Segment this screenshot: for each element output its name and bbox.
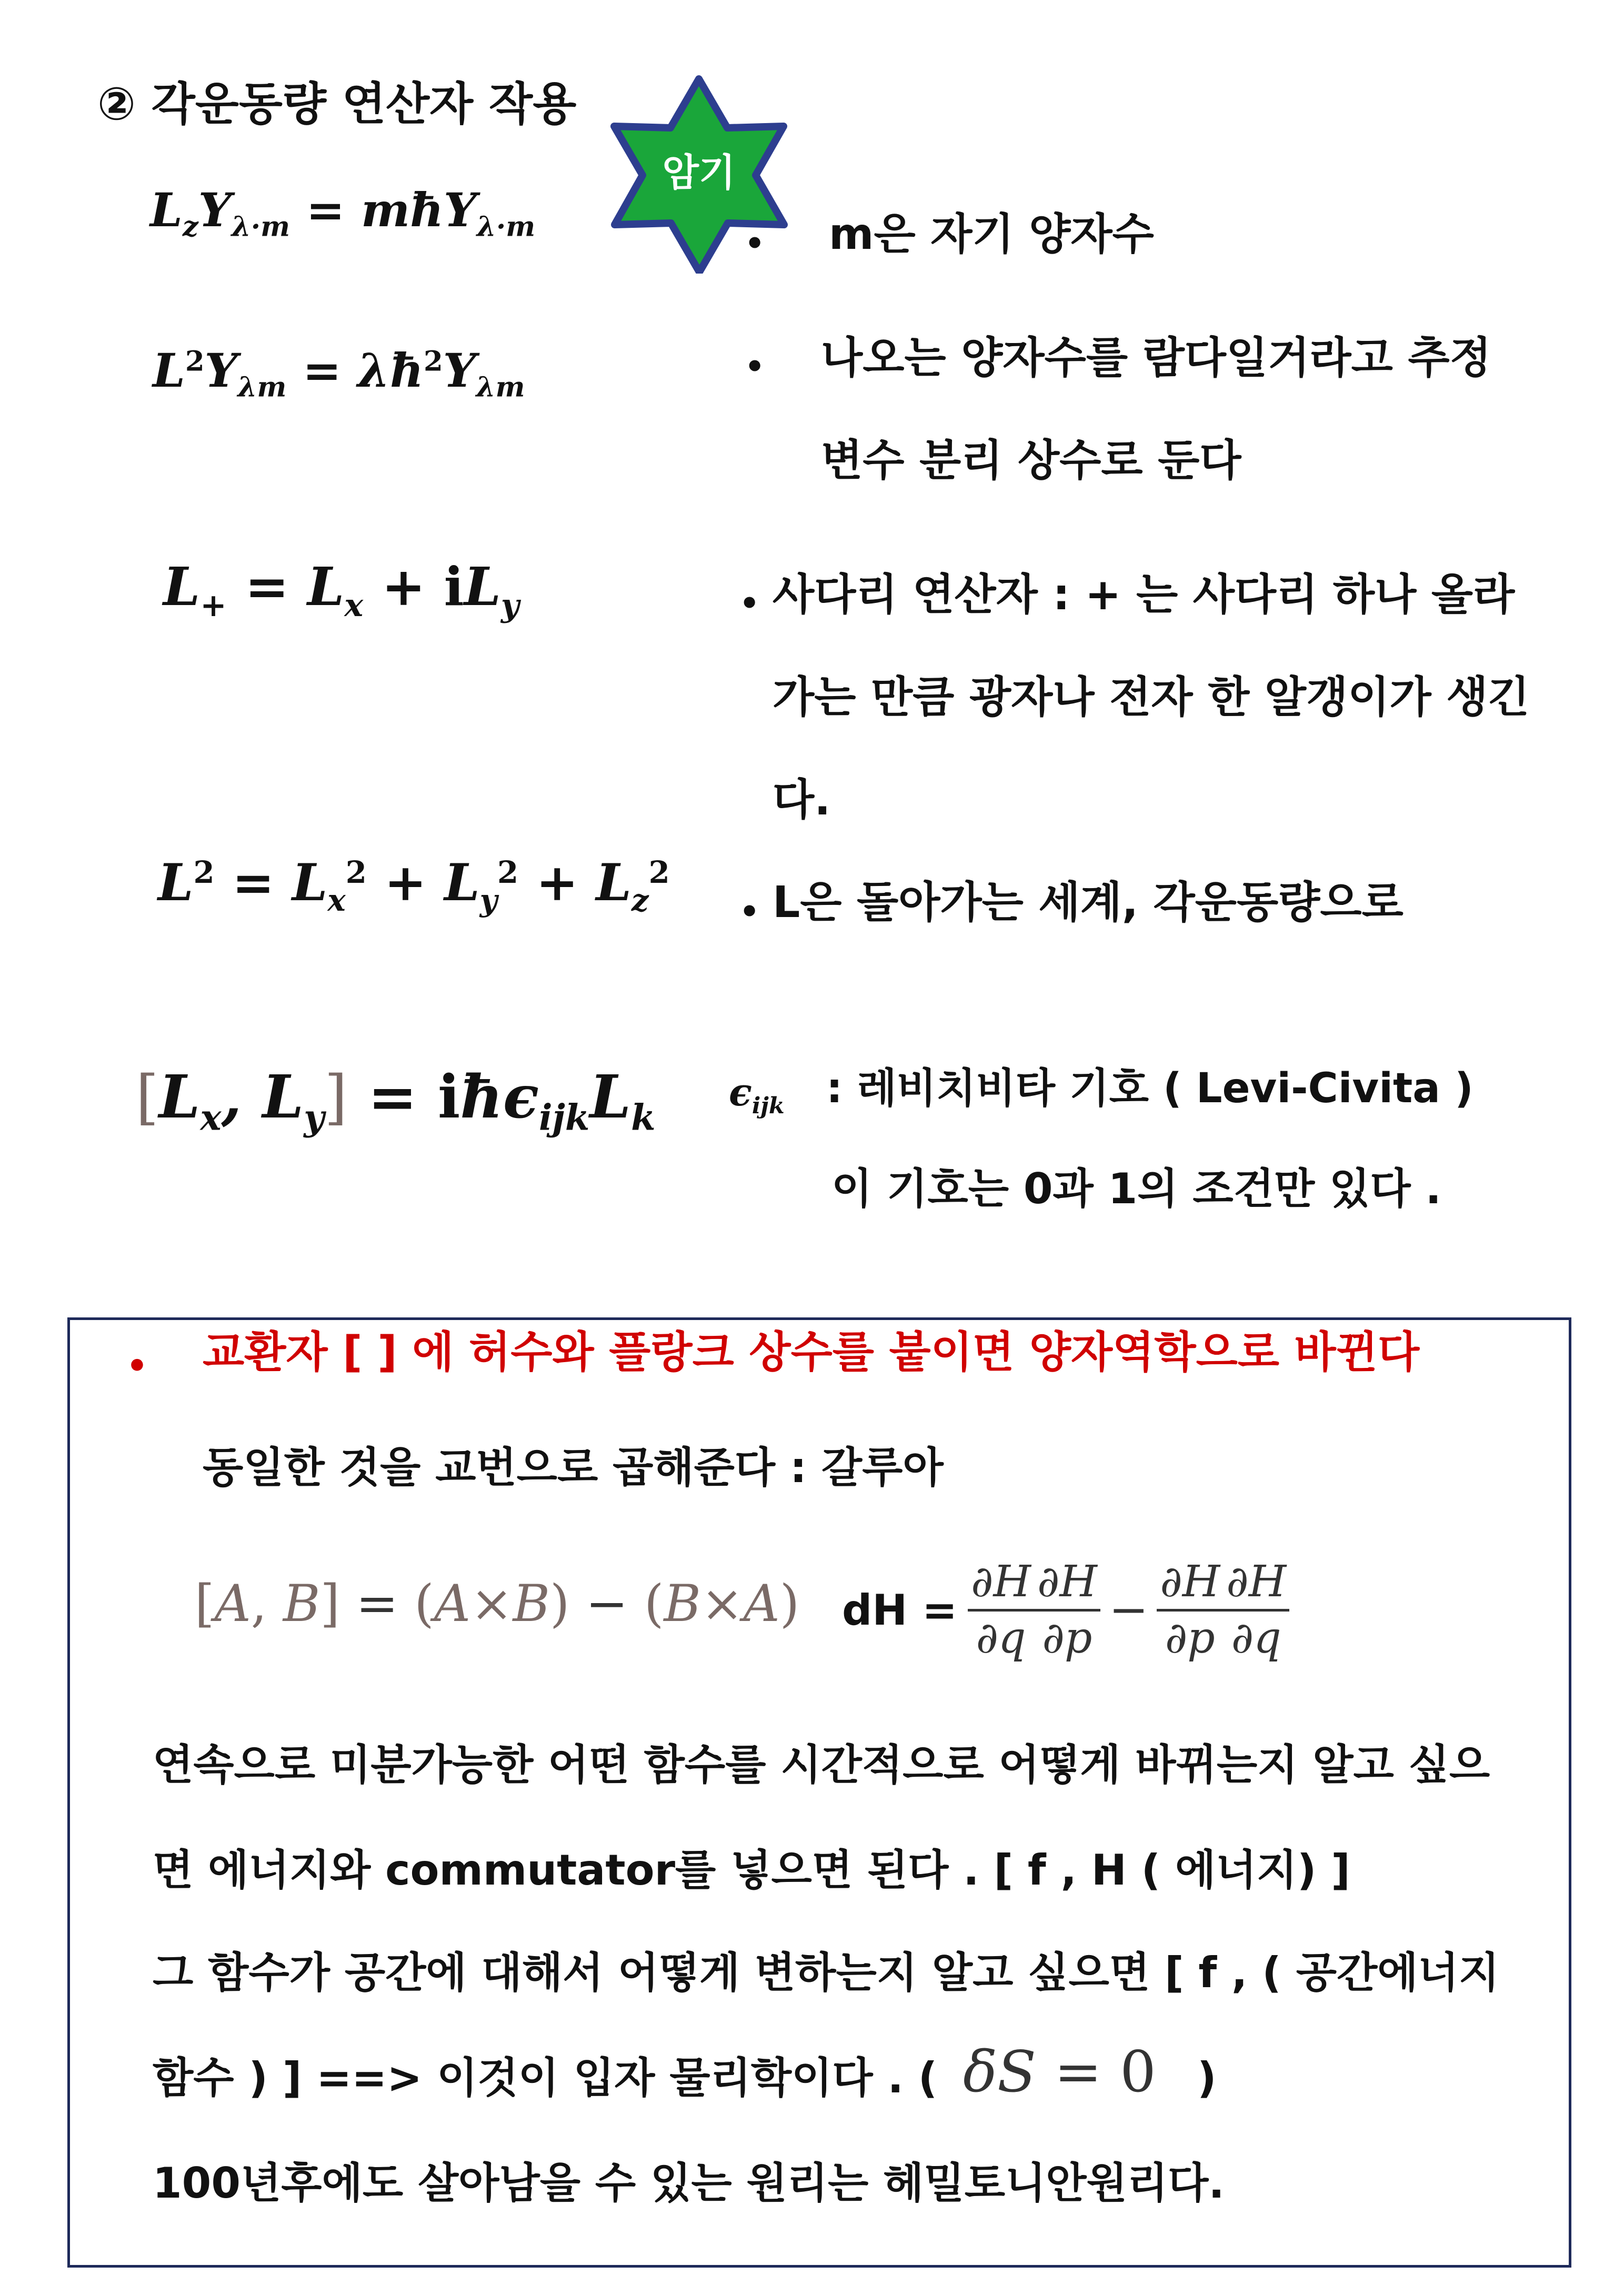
frac-dh-dp: $\frac{\partial H}{\partial p}$ <box>1034 1560 1100 1660</box>
star-label: 암기 <box>662 150 736 195</box>
commutator-red-note: 교환자 [ ] 에 허수와 플랑크 상수를 붙이면 양자역학으로 바뀐다 <box>203 1327 1420 1377</box>
frac-dh-dq-2: $\frac{\partial H}{\partial q}$ <box>1223 1560 1289 1660</box>
paragraph2-close-paren: ) <box>1197 2053 1217 2102</box>
note-lambda-line1: 나오는 양자수를 람다일거라고 추정 <box>821 333 1491 383</box>
note-angular-momentum: L은 돌아가는 세계, 각운동량으로 <box>773 878 1404 928</box>
paragraph1-line1: 연속으로 미분가능한 어떤 함수를 시간적으로 어떻게 바뀌는지 알고 싶으 <box>153 1740 1490 1789</box>
eq-ab-commutator: [A, B] = (A×B) − (B×A) <box>195 1574 800 1633</box>
galois-note: 동일한 것을 교번으로 곱해준다 : 갈루아 <box>203 1443 944 1492</box>
bullet: • <box>745 225 765 262</box>
note-ladder-line2: 가는 만큼 광자나 전자 한 알갱이가 생긴 <box>773 672 1530 722</box>
note-magnetic-quantum: m은 자기 양자수 <box>829 209 1154 259</box>
bullet: • <box>739 585 760 622</box>
paragraph2-line1: 그 함수가 공간에 대해서 어떻게 변하는지 알고 싶으면 [ f , ( 공간에너지 <box>153 1948 1500 1997</box>
eq-lz: $L_zY_{\lambda\cdot m}$ = mħY$_{\lambda\cdot m}$ <box>150 183 536 243</box>
eq-lsum: $L^2 = L_x^2 + L_y^2 + L_z^2$ <box>158 853 670 919</box>
note-levi-civita: : 레비치비타 기호 ( Levi-Civita ) <box>826 1065 1473 1112</box>
paragraph1-line2: 면 에너지와 commutator를 넣으면 된다 . [ f , H ( 에너지) ] <box>153 1846 1350 1895</box>
eq-l2: $L^2Y_{\lambda m}$ = $\lambda ħ^2Y_{\lambda m}$ <box>153 343 525 404</box>
dh-label: dH = <box>842 1585 958 1635</box>
eq-dh <box>842 1542 1289 1678</box>
bullet: • <box>745 348 765 385</box>
bullet: • <box>739 893 760 930</box>
memorize-star-badge <box>583 74 815 274</box>
paragraph2-line2: 함수 ) ] ==> 이것이 입자 물리학이다 . ( <box>153 2053 938 2102</box>
note-levi-condition: 이 기호는 0과 1의 조건만 있다 . <box>831 1164 1441 1213</box>
eq-delta-s: δS = 0 <box>963 2039 1156 2105</box>
eq-commutator: [$L_x$, $L_y$] = $iħ\epsilon_{ijk}L_k$ <box>136 1063 656 1139</box>
note-lambda-line2: 변수 분리 상수로 둔다 <box>821 436 1241 486</box>
minus-sign: − <box>1108 1582 1149 1637</box>
paragraph3-hamiltonian: 100년후에도 살아남을 수 있는 원리는 헤밀토니안원리다. <box>153 2159 1225 2208</box>
epsilon-symbol: $\epsilon_{ijk}$ <box>729 1070 785 1120</box>
frac-dh-dp-2: $\frac{\partial H}{\partial p}$ <box>1157 1560 1223 1660</box>
note-ladder-line3: 다. <box>773 775 831 825</box>
frac-dh-dq: $\frac{\partial H}{\partial q}$ <box>968 1560 1034 1660</box>
section-heading: ② 각운동량 연산자 작용 <box>97 78 577 130</box>
bullet: • <box>126 1347 148 1386</box>
note-ladder-line1: 사다리 연산자 : + 는 사다리 하나 올라 <box>773 570 1515 620</box>
eq-lplus: $L_+ = L_x + iL_y$ <box>163 556 519 624</box>
